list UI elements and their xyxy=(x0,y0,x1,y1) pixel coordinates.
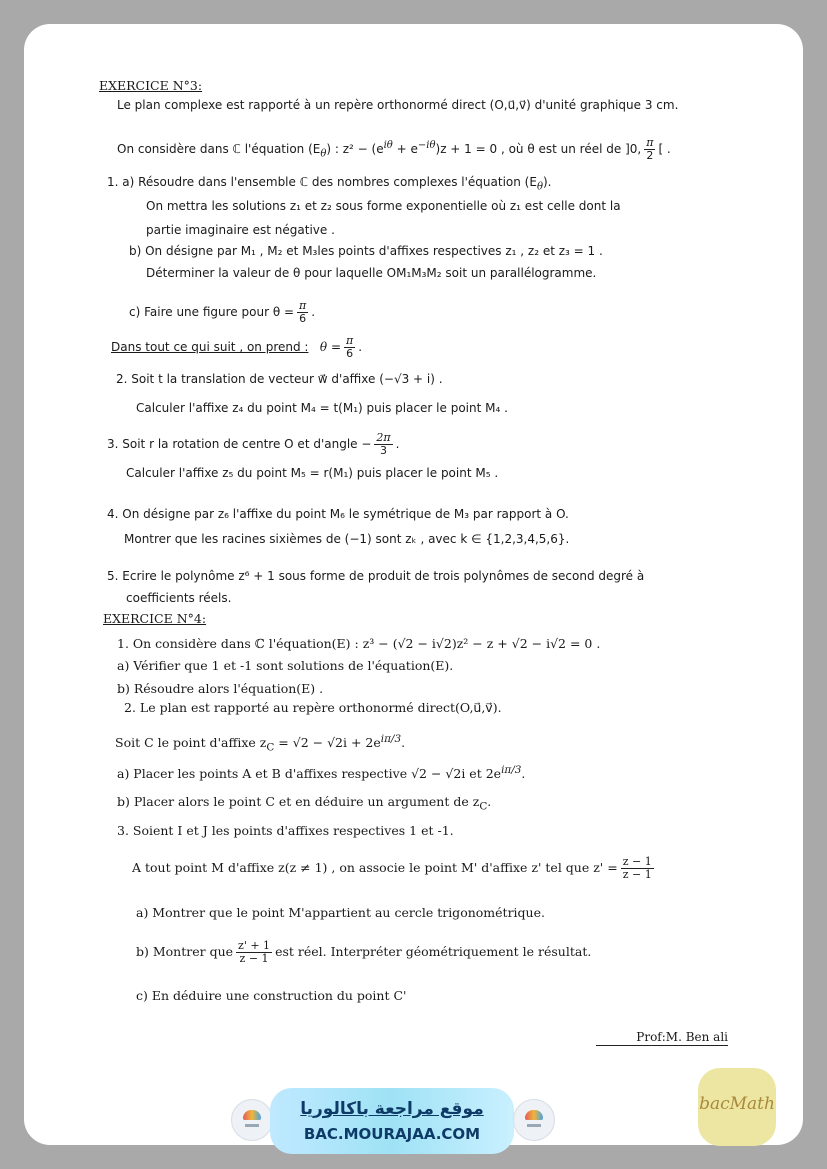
pi-over-6-fraction-2: $\frac{\pi}{6}$ xyxy=(346,334,354,360)
ex3-q4-line2: Montrer que les racines sixièmes de (−1) sont zₖ , avec k ∈ {1,2,3,4,5,6}. xyxy=(124,532,570,546)
ex4-q3-line2: A tout point M d'affixe z(z ≠ 1) , on associe le point M' d'affixe z' tel que z' = $\frac{z - 1}{z - 1}$ xyxy=(132,855,652,881)
ex4-q2-point-c: Soit C le point d'affixe $z_C = √2 - √2i + 2e^{i\pi/3}$. xyxy=(115,733,406,754)
ex4-q2b: b) Placer alors le point C et en déduire un argument de $z_C$. xyxy=(117,794,492,813)
site-logo-icon-right xyxy=(513,1099,555,1141)
ex3-suite-line: Dans tout ce qui suit , on prend : θ = $\frac{\pi}{6}$ . xyxy=(111,334,363,360)
site-banner[interactable] xyxy=(270,1088,514,1154)
exercise-3-title: EXERCICE N°3: xyxy=(99,78,203,93)
ex4-q2a: a) Placer les points A et B d'affixes respective √2 − √2i et $2e^{i\pi/3}$. xyxy=(117,764,526,782)
ex4-q2: 2. Le plan est rapporté au repère orthonormé direct(O,u⃗,v⃗). xyxy=(124,700,502,715)
ex3-q4: 4. On désigne par z₆ l'affixe du point M₆ le symétrique de M₃ par rapport à O. xyxy=(107,507,569,521)
pi-over-6-fraction: $\frac{\pi}{6}$ xyxy=(299,299,307,325)
ex3-q3: 3. Soit r la rotation de centre O et d'angle − $\frac{2\pi}{3}$ . xyxy=(107,431,400,457)
pi-over-2-fraction: $\frac{\pi}{2}$ xyxy=(646,136,654,162)
ex3-q1a: 1. a) Résoudre dans l'ensemble ℂ des nombres complexes l'équation $(E_\theta)$. xyxy=(107,175,552,193)
ex4-q3c: c) En déduire une construction du point C' xyxy=(136,988,407,1003)
ex3-q2: 2. Soit t la translation de vecteur w⃗ d'affixe (−√3 + i) . xyxy=(116,372,443,386)
site-name-arabic[interactable]: موقع مراجعة باكالوريا xyxy=(300,1099,484,1119)
ex3-q1c: c) Faire une figure pour θ = $\frac{\pi}{6}$ . xyxy=(129,299,316,325)
ex3-intro-line: Le plan complexe est rapporté à un repère orthonormé direct (O,u⃗,v⃗) d'unité graphique 3 cm. xyxy=(117,98,679,112)
ex4-q3b: b) Montrer que $\frac{z' + 1}{z - 1}$ est réel. Interpréter géométriquement le résultat. xyxy=(136,939,592,965)
exercise-4-title: EXERCICE N°4: xyxy=(103,611,207,626)
ex3-q1a-line2: On mettra les solutions z₁ et z₂ sous forme exponentielle où z₁ est celle dont la xyxy=(146,199,621,213)
bacmath-badge-text: bacMath xyxy=(699,1094,775,1114)
ex3-q1a-line3: partie imaginaire est négative . xyxy=(146,223,335,237)
ex3-q5: 5. Ecrire le polynôme z⁶ + 1 sous forme de produit de trois polynômes de second degré à xyxy=(107,569,645,583)
author-signature: Prof:M. Ben ali xyxy=(596,1030,728,1046)
z-prime-fraction: $\frac{z - 1}{z - 1}$ xyxy=(622,855,652,881)
ex3-q1b: b) On désigne par M₁ , M₂ et M₃les points d'affixes respectives z₁ , z₂ et z₃ = 1 . xyxy=(129,244,603,258)
ex4-q3a: a) Montrer que le point M'appartient au cercle trigonométrique. xyxy=(136,905,545,920)
ex3-q2-line2: Calculer l'affixe z₄ du point M₄ = t(M₁) puis placer le point M₄ . xyxy=(136,401,508,415)
ex4-q1: 1. On considère dans ℂ l'équation(E) : z³ − (√2 − i√2)z² − z + √2 − i√2 = 0 . xyxy=(117,636,601,651)
ex4-q1b: b) Résoudre alors l'équation(E) . xyxy=(117,681,324,696)
site-logo-icon-left xyxy=(231,1099,273,1141)
two-pi-over-3-fraction: $\frac{2\pi}{3}$ xyxy=(376,431,391,457)
ex3-q1b-line2: Déterminer la valeur de θ pour laquelle OM₁M₃M₂ soit un parallélogramme. xyxy=(146,266,597,280)
ex3-equation-line: On considère dans ℂ l'équation $(E_\theta)$ : $z^2 - (e^{i\theta} + e^{-i\theta})z + 1 = 0$ , où θ est un réel de ]0, $\frac{\pi}{2}$ [ . xyxy=(117,136,671,162)
ex4-q3: 3. Soient I et J les points d'affixes respectives 1 et -1. xyxy=(117,823,454,838)
ex3-q3-line2: Calculer l'affixe z₅ du point M₅ = r(M₁) puis placer le point M₅ . xyxy=(126,466,499,480)
ex3-q5-line2: coefficients réels. xyxy=(126,591,232,605)
site-url[interactable]: BAC.MOURAJAA.COM xyxy=(303,1125,481,1143)
ex4-q1a: a) Vérifier que 1 et -1 sont solutions de l'équation(E). xyxy=(117,658,454,673)
z-prime-plus-1-fraction: $\frac{z' + 1}{z - 1}$ xyxy=(238,939,271,965)
